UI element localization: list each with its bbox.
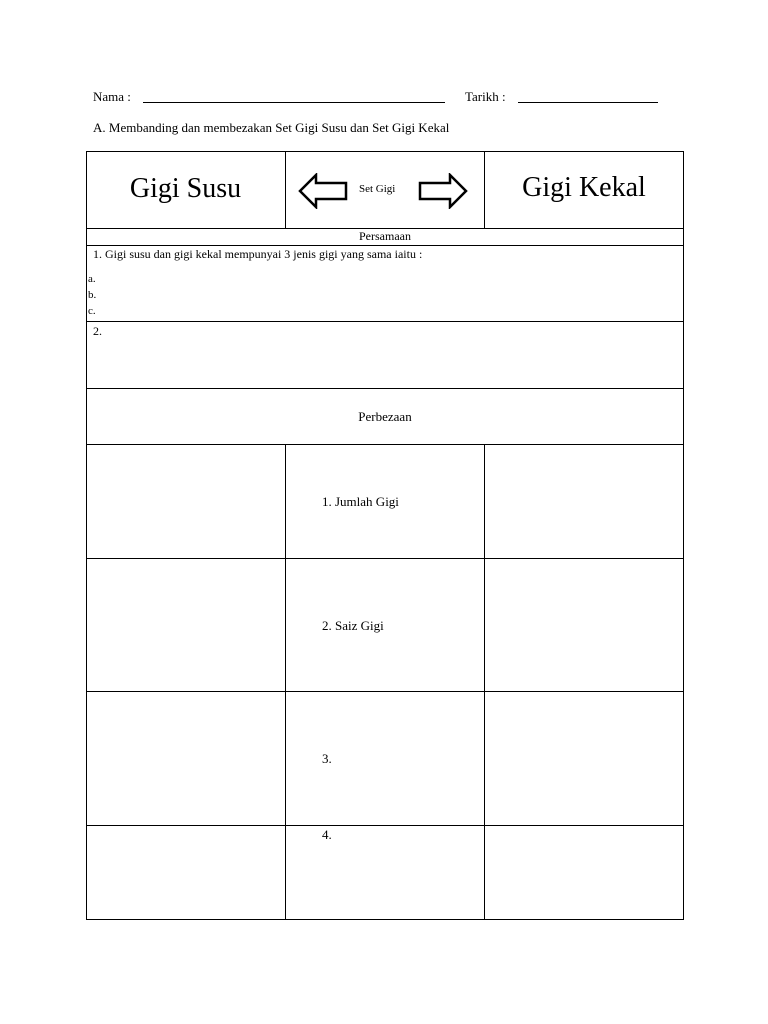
perbezaan-heading: Perbezaan	[358, 409, 412, 424]
tarikh-field[interactable]	[518, 102, 658, 103]
persamaan-sub-c[interactable]: c.	[88, 305, 96, 317]
persamaan-heading: Persamaan	[359, 229, 411, 243]
tarikh-label: Tarikh :	[465, 89, 506, 104]
arrow-right-icon	[418, 173, 468, 209]
gigi-susu-answer-2[interactable]	[87, 559, 284, 690]
persamaan-item2[interactable]: 2.	[93, 324, 102, 338]
perbezaan-row-4[interactable]: 4.	[322, 827, 332, 842]
line-below-item1	[86, 321, 684, 322]
perbezaan-row-2: 2. Saiz Gigi	[322, 618, 384, 633]
nama-field[interactable]	[143, 102, 445, 103]
arrow-left-icon	[298, 173, 348, 209]
top-divider-left	[285, 151, 286, 228]
perbezaan-row-3[interactable]: 3.	[322, 751, 332, 766]
gigi-kekal-title: Gigi Kekal	[522, 172, 646, 203]
persamaan-sub-b[interactable]: b.	[88, 289, 97, 301]
set-gigi-label: Set Gigi	[359, 183, 396, 195]
gigi-kekal-answer-3[interactable]	[485, 692, 683, 824]
section-title: A. Membanding dan membezakan Set Gigi Susu dan Set Gigi Kekal	[93, 120, 450, 135]
persamaan-sub-a[interactable]: a.	[88, 273, 96, 285]
perbezaan-row-1: 1. Jumlah Gigi	[322, 494, 399, 509]
nama-label: Nama :	[93, 89, 131, 104]
gigi-kekal-answer-2[interactable]	[485, 559, 683, 690]
gigi-susu-answer-4[interactable]	[87, 826, 284, 919]
perbezaan-divider-left	[285, 444, 286, 920]
gigi-susu-title: Gigi Susu	[129, 173, 242, 204]
gigi-susu-answer-3[interactable]	[87, 692, 284, 824]
line-below-item2	[86, 388, 684, 389]
persamaan-item1: 1. Gigi susu dan gigi kekal mempunyai 3 jenis gigi yang sama iaitu :	[93, 247, 423, 261]
gigi-susu-answer-1[interactable]	[87, 445, 284, 557]
gigi-kekal-answer-1[interactable]	[485, 445, 683, 557]
line-below-persamaan	[86, 245, 684, 246]
gigi-kekal-answer-4[interactable]	[485, 826, 683, 919]
